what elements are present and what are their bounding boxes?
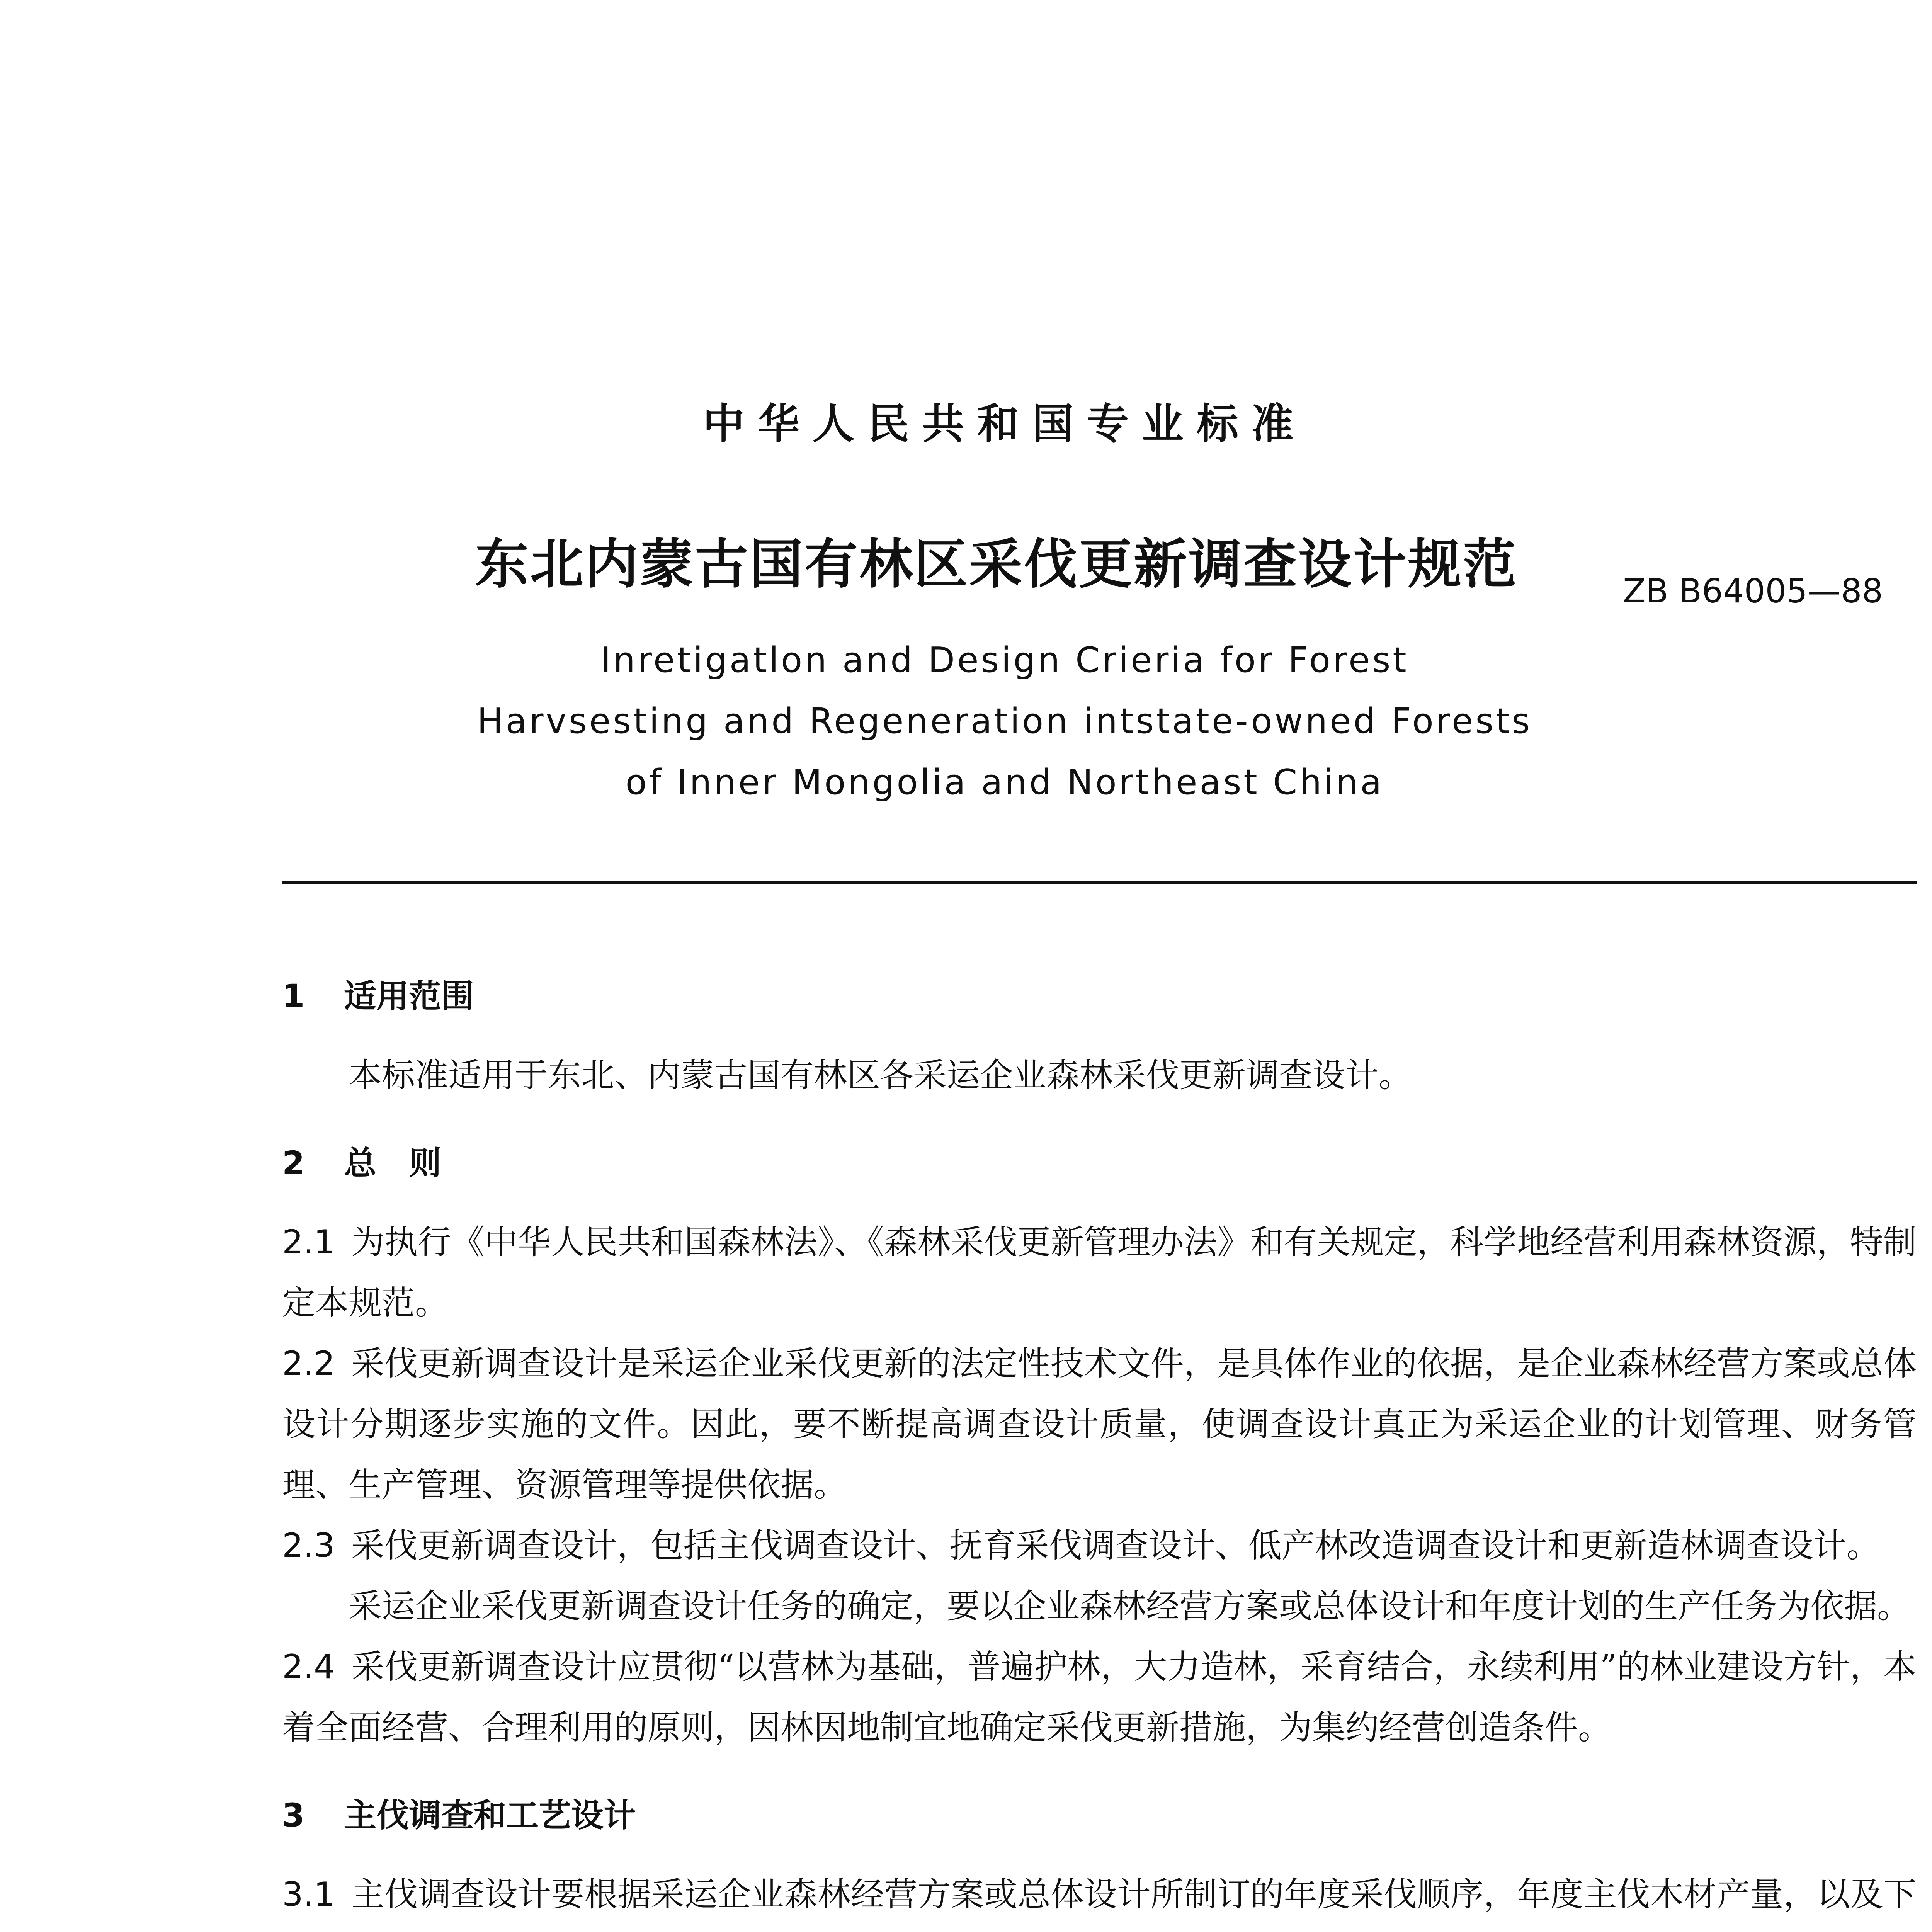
paragraph-text: 采伐更新调查设计应贯彻“以营林为基础，普遍护林，大力造林，采育结合，永续利用”的林业建设方针，本着全面经营、合理利用的原则，因林因地制宜地确定采伐更新措施，为集约经营创造条件。 <box>282 1648 1917 1747</box>
section-title: 总 则 <box>344 1144 442 1182</box>
paragraph <box>282 1212 1917 1333</box>
paragraph-text: 采运企业采伐更新调查设计任务的确定，要以企业森林经营方案或总体设计和年度计划的生产任务为依据。 <box>349 1587 1910 1626</box>
section-number: 1 <box>282 977 305 1015</box>
english-title <box>0 630 1932 813</box>
clause-number: 3.1 <box>282 1875 335 1914</box>
paragraph-text: 采伐更新调查设计，包括主伐调查设计、抚育采伐调查设计、低产林改造调查设计和更新造林调查设计。 <box>351 1526 1880 1565</box>
clause-number: 2.1 <box>282 1223 335 1262</box>
english-title-line: Harvsesting and Regeneration intstate-owned Forests <box>477 701 1532 742</box>
paragraph-text: 本标准适用于东北、内蒙古国有林区各采运企业森林采伐更新调查设计。 <box>349 1056 1412 1095</box>
paragraph <box>282 1864 1917 1932</box>
standard-name: 中华人民共和国专业标准 <box>702 400 1306 448</box>
section-title: 适用范围 <box>344 977 474 1015</box>
clause-number: 2.2 <box>282 1344 335 1383</box>
section-heading <box>282 1133 1917 1194</box>
document-body <box>282 966 1917 1932</box>
paragraph <box>282 1333 1917 1515</box>
paragraph <box>282 1637 1917 1758</box>
paragraph-text: 为执行《中华人民共和国森林法》、《森林采伐更新管理办法》和有关规定，科学地经营利用森林资源，特制定本规范。 <box>282 1223 1917 1322</box>
english-title-line: of Inner Mongolia and Northeast China <box>625 762 1384 803</box>
clause-number: 2.4 <box>282 1648 335 1686</box>
paragraph <box>282 1576 1917 1637</box>
clause-number: 2.3 <box>282 1526 335 1565</box>
section-title: 主伐调查和工艺设计 <box>344 1796 636 1834</box>
english-title-line: Inretigatlon and Design Crieria for Forest <box>600 640 1409 680</box>
standard-code: ZB B64005—88 <box>1623 572 1883 611</box>
paragraph <box>282 1515 1917 1576</box>
section-number: 3 <box>282 1796 305 1834</box>
section-heading <box>282 966 1917 1027</box>
header-divider <box>282 881 1917 884</box>
section-number: 2 <box>282 1144 305 1182</box>
document-title: 东北内蒙古国有林区采伐更新调查设计规范 <box>475 533 1518 595</box>
document-header <box>0 390 1932 885</box>
section-heading <box>282 1785 1917 1846</box>
paragraph-text: 采伐更新调查设计是采运企业采伐更新的法定性技术文件，是具体作业的依据，是企业森林经营方案或总体设计分期逐步实施的文件。因此，要不断提高调查设计质量，使调查设计真正为采运企业的计划管理、财务管理、生产管理、资源管理等提供依据。 <box>282 1344 1917 1504</box>
paragraph <box>282 1045 1917 1106</box>
paragraph-text: 主伐调查设计要根据采运企业森林经营方案或总体设计所制订的年度采伐顺序，年度主伐木材产量，以及下 <box>351 1875 1917 1914</box>
